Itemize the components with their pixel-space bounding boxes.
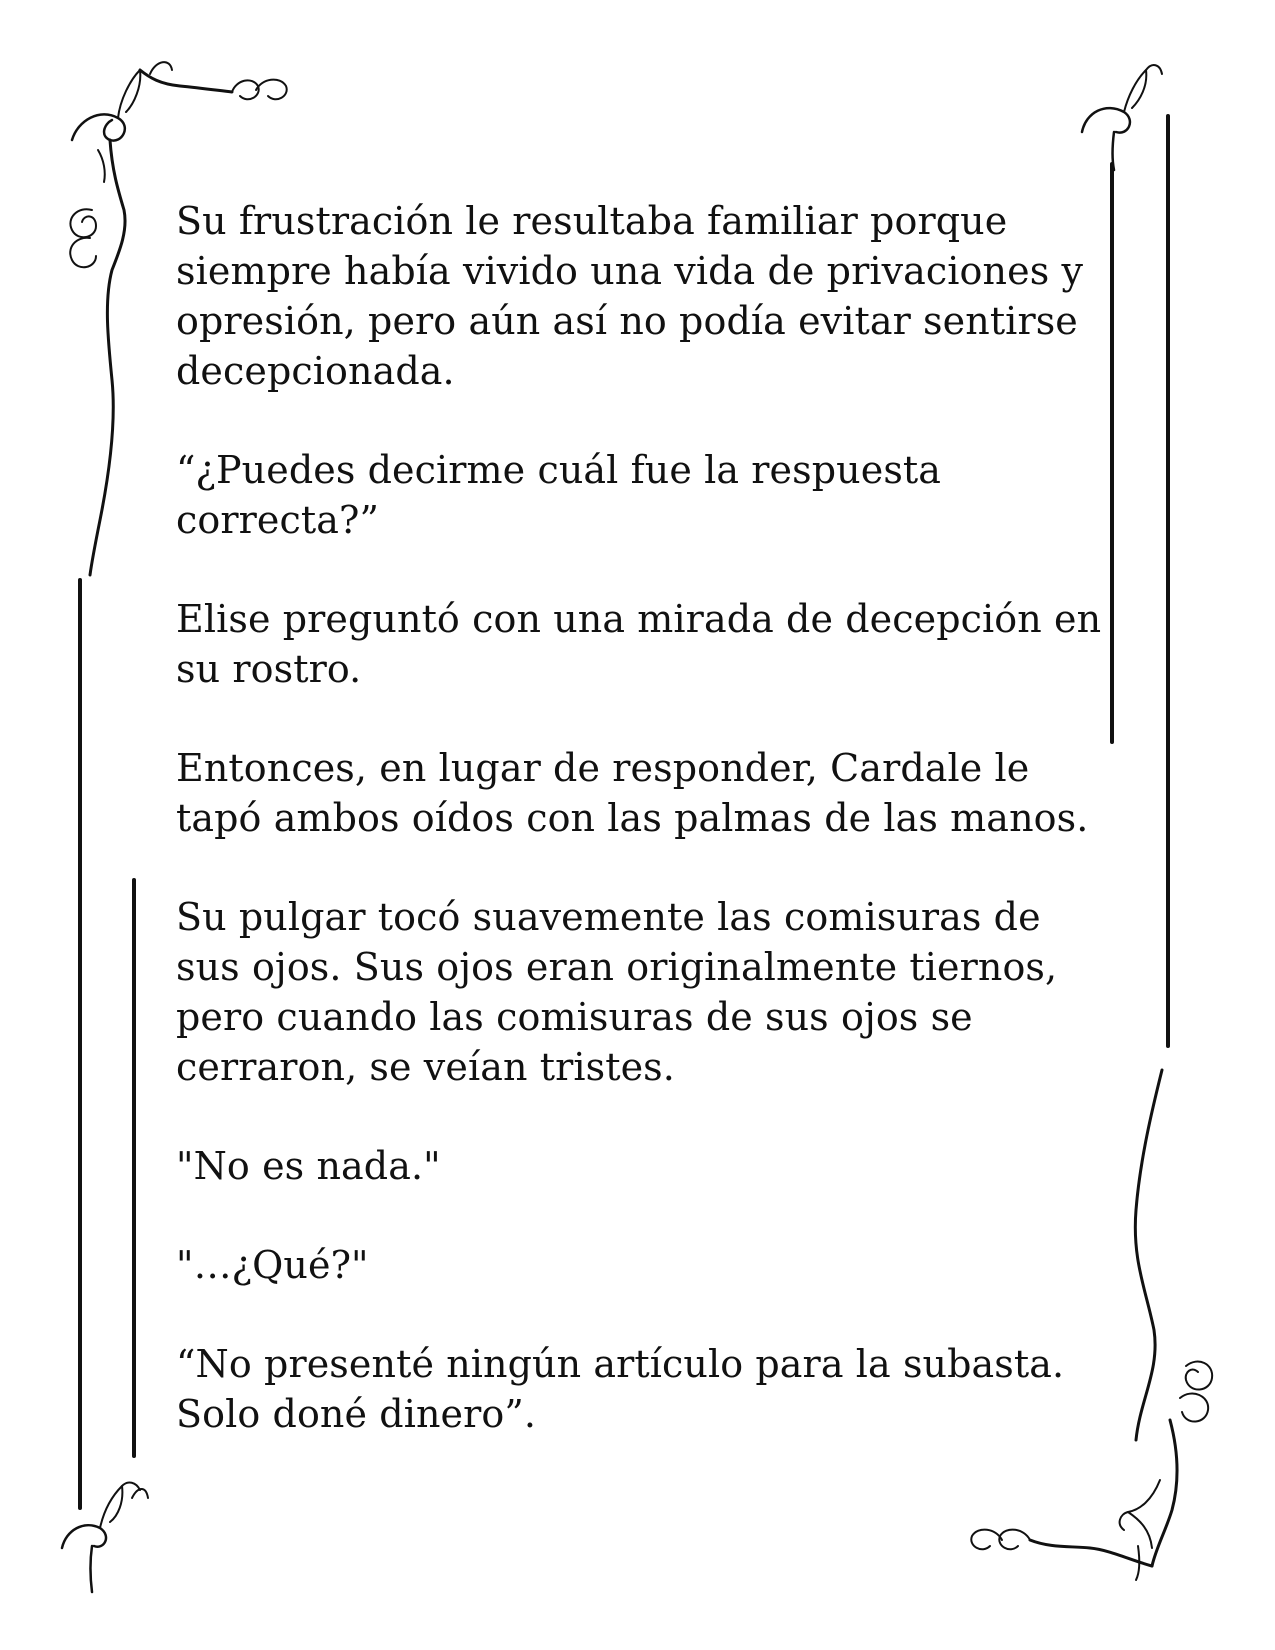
top-right-ornament (1082, 65, 1162, 170)
paragraph (176, 743, 1096, 843)
text-line: “¿Puedes decirme cuál fue la respuesta (176, 448, 942, 492)
text-line: decepcionada. (176, 349, 455, 393)
text-line: opresión, pero aún así no podía evitar sentirse (176, 299, 1078, 343)
paragraph (176, 1339, 1096, 1439)
paragraph (176, 892, 1096, 1092)
bottom-left-ornament (62, 1483, 148, 1592)
text-line: "…¿Qué?" (176, 1243, 369, 1287)
text-line: siempre había vivido una vida de privaciones y (176, 249, 1084, 293)
paragraph (176, 1141, 1096, 1191)
paragraph (176, 1240, 1096, 1290)
text-line: “No presenté ningún artículo para la subasta. (176, 1342, 1065, 1386)
text-line: Su pulgar tocó suavemente las comisuras de (176, 895, 1041, 939)
paragraph (176, 445, 1096, 545)
text-line: tapó ambos oídos con las palmas de las manos. (176, 796, 1089, 840)
text-line: pero cuando las comisuras de sus ojos se (176, 995, 973, 1039)
story-text (176, 196, 1102, 1488)
text-line: correcta?” (176, 498, 379, 542)
text-line: sus ojos. Sus ojos eran originalmente tiernos, (176, 945, 1058, 989)
paragraph (176, 594, 1102, 694)
text-line: Su frustración le resultaba familiar porque (176, 199, 1008, 243)
text-line: Entonces, en lugar de responder, Cardale le (176, 746, 1030, 790)
text-line: cerraron, se veían tristes. (176, 1045, 675, 1089)
text-line: su rostro. (176, 647, 362, 691)
text-line: Solo doné dinero”. (176, 1392, 537, 1436)
paragraph (176, 196, 1096, 396)
text-line: "No es nada." (176, 1144, 441, 1188)
text-line: Elise preguntó con una mirada de decepción en (176, 597, 1102, 641)
